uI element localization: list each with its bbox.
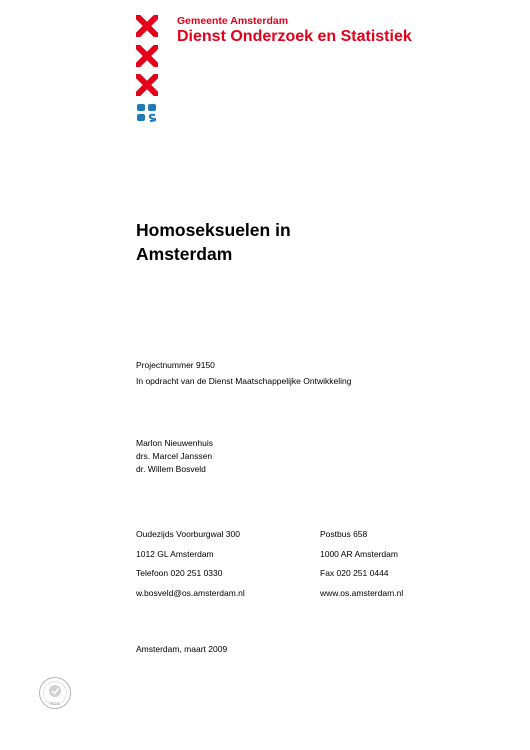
sgs-certification-seal-icon	[38, 676, 72, 715]
project-commission: In opdracht van de Dienst Maatschappelijke Ontwikkeling	[136, 376, 352, 386]
authors-list	[136, 437, 213, 476]
address-line: 1000 AR Amsterdam	[320, 548, 398, 559]
x-cross-icon	[136, 45, 158, 67]
title-line: Amsterdam	[136, 244, 233, 264]
address-left	[136, 525, 245, 603]
os-logo-icon	[136, 103, 158, 128]
document-date: Amsterdam, maart 2009	[136, 644, 228, 654]
address-line: Postbus 658	[320, 529, 368, 539]
x-cross-icon	[136, 74, 158, 96]
address-right	[320, 525, 403, 603]
project-info	[136, 358, 351, 388]
author: dr. Willem Bosveld	[136, 464, 206, 474]
address-line: Fax 020 251 0444	[320, 568, 389, 578]
email-link[interactable]: w.bosveld@os.amsterdam.nl	[136, 587, 245, 598]
author: drs. Marcel Janssen	[136, 451, 213, 461]
address-line: 1012 GL Amsterdam	[136, 548, 214, 559]
org-name-small: Gemeente Amsterdam	[177, 15, 289, 27]
document-title	[136, 218, 291, 266]
title-line: Homoseksuelen in	[136, 220, 291, 240]
project-number: Projectnummer 9150	[136, 360, 215, 370]
author: Marlon Nieuwenhuis	[136, 438, 214, 448]
seal-text: SGS	[50, 701, 60, 706]
website-link[interactable]: www.os.amsterdam.nl	[320, 587, 404, 598]
x-cross-icon	[136, 15, 158, 37]
org-name-large: Dienst Onderzoek en Statistiek	[177, 28, 412, 45]
address-line: Oudezijds Voorburgwal 300	[136, 529, 240, 539]
address-line: Telefoon 020 251 0330	[136, 568, 223, 578]
